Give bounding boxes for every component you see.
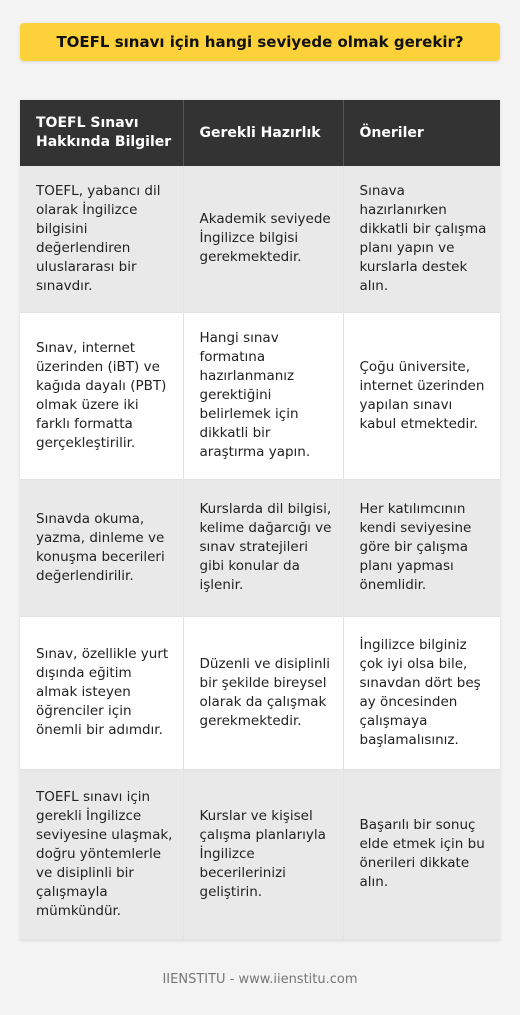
table-cell: Hangi sınav formatına hazırlanmanız gerektiğini belirlemek için dikkatli bir araştırma yapın. <box>183 312 343 479</box>
table-cell: Çoğu üniversite, internet üzerinden yapılan sınavı kabul etmektedir. <box>343 312 500 479</box>
table-cell: Her katılımcının kendi seviyesine göre bir çalışma planı yapması önemlidir. <box>343 479 500 616</box>
table-cell: Sınav, internet üzerinden (iBT) ve kağıda dayalı (PBT) olmak üzere iki farklı formatta gerçekleştirilir. <box>20 312 183 479</box>
table-cell: Kurslarda dil bilgisi, kelime dağarcığı ve sınav stratejileri gibi konular da işlenir. <box>183 479 343 616</box>
column-header-recommendations: Öneriler <box>343 100 500 166</box>
page-title: TOEFL sınavı için hangi seviyede olmak gerekir? <box>20 23 500 61</box>
table-row <box>20 166 500 312</box>
table-cell: Sınava hazırlanırken dikkatli bir çalışma planı yapın ve kurslarla destek alın. <box>343 166 500 312</box>
table-cell: Başarılı bir sonuç elde etmek için bu önerileri dikkate alın. <box>343 769 500 939</box>
table-header-row <box>20 100 500 166</box>
table-cell: Sınav, özellikle yurt dışında eğitim almak isteyen öğrenciler için önemli bir adımdır. <box>20 616 183 769</box>
table-row <box>20 616 500 769</box>
table-cell: TOEFL sınavı için gerekli İngilizce seviyesine ulaşmak, doğru yöntemlerle ve disiplinli bir çalışmayla mümkündür. <box>20 769 183 939</box>
info-table <box>20 100 500 940</box>
footer-credit: IIENSTITU - www.iienstitu.com <box>162 972 358 987</box>
table-cell: TOEFL, yabancı dil olarak İngilizce bilgisini değerlendiren uluslararası bir sınavdır. <box>20 166 183 312</box>
table-cell: Sınavda okuma, yazma, dinleme ve konuşma becerileri değerlendirilir. <box>20 479 183 616</box>
table-row <box>20 769 500 939</box>
table-cell: Kurslar ve kişisel çalışma planlarıyla İngilizce becerilerinizi geliştirin. <box>183 769 343 939</box>
table-cell: Akademik seviyede İngilizce bilgisi gerekmektedir. <box>183 166 343 312</box>
table-row <box>20 479 500 616</box>
column-header-info: TOEFL Sınavı Hakkında Bilgiler <box>20 100 183 166</box>
table-cell: Düzenli ve disiplinli bir şekilde bireysel olarak da çalışmak gerekmektedir. <box>183 616 343 769</box>
table-row <box>20 312 500 479</box>
table-cell: İngilizce bilginiz çok iyi olsa bile, sınavdan dört beş ay öncesinden çalışmaya başlamalısınız. <box>343 616 500 769</box>
column-header-preparation: Gerekli Hazırlık <box>183 100 343 166</box>
